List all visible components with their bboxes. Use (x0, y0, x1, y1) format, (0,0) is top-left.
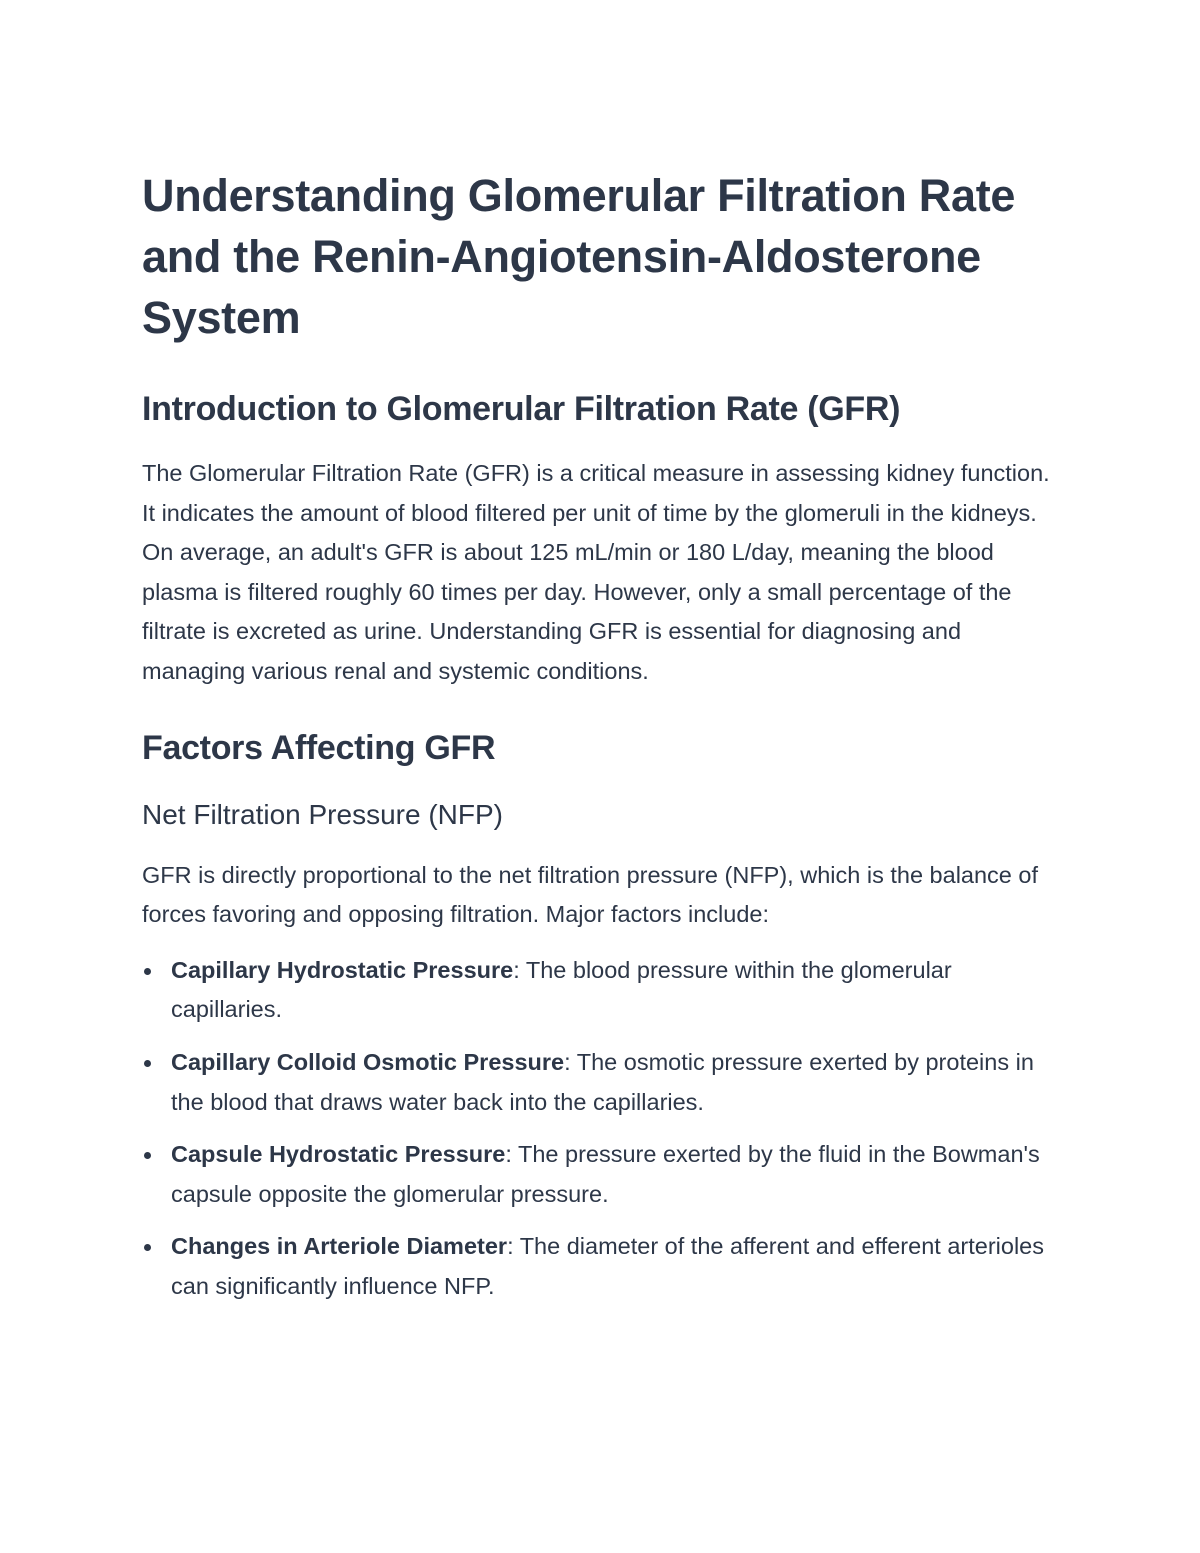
list-item (142, 1135, 1062, 1214)
bullet-icon (144, 1060, 151, 1067)
introduction-paragraph: The Glomerular Filtration Rate (GFR) is a critical measure in assessing kidney function. It indicates the amount of blood filtered per unit of time by the glomeruli in the kidneys. On average, an adult's GFR is about 125 mL/min or 180 L/day, meaning the blood plasma is filtered roughly 60 times per day. However, only a small percentage of the filtrate is excreted as urine. Understanding GFR is essential for diagnosing and managing various renal and systemic conditions. (142, 460, 1050, 684)
section-heading-factors: Factors Affecting GFR (142, 728, 496, 767)
list-item (142, 951, 1062, 1030)
list-item (142, 1043, 1062, 1122)
nfp-paragraph: GFR is directly proportional to the net filtration pressure (NFP), which is the balance of forces favoring and opposing filtration. Major factors include: (142, 861, 1038, 928)
bullet-icon (144, 1244, 151, 1251)
document-title: Understanding Glomerular Filtration Rate and the Renin-Angiotensin-Aldosterone System (142, 170, 1016, 343)
bullet-icon (144, 1152, 151, 1159)
subsection-heading-nfp: Net Filtration Pressure (NFP) (142, 798, 503, 830)
list-item-text: : The diameter of the afferent and efferent arterioles can significantly influence NFP. (171, 1233, 1044, 1299)
list-item-term: Capsule Hydrostatic Pressure (171, 1141, 506, 1168)
list-item-term: Capillary Hydrostatic Pressure (171, 956, 514, 983)
list-item-term: Capillary Colloid Osmotic Pressure (171, 1048, 565, 1075)
bullet-icon (144, 968, 151, 975)
section-heading-introduction: Introduction to Glomerular Filtration Rate (GFR) (142, 390, 901, 428)
list-item-text: : The osmotic pressure exerted by proteins in the blood that draws water back into the capillaries. (171, 1048, 1034, 1115)
list-item-text: : The pressure exerted by the fluid in the Bowman's capsule opposite the glomerular pressure. (171, 1141, 1040, 1207)
factors-list (142, 951, 1062, 1307)
document-page (142, 165, 1062, 1320)
list-item-term: Changes in Arteriole Diameter (171, 1233, 508, 1260)
list-item (142, 1227, 1062, 1306)
list-item-text: : The blood pressure within the glomerular capillaries. (171, 956, 952, 1023)
